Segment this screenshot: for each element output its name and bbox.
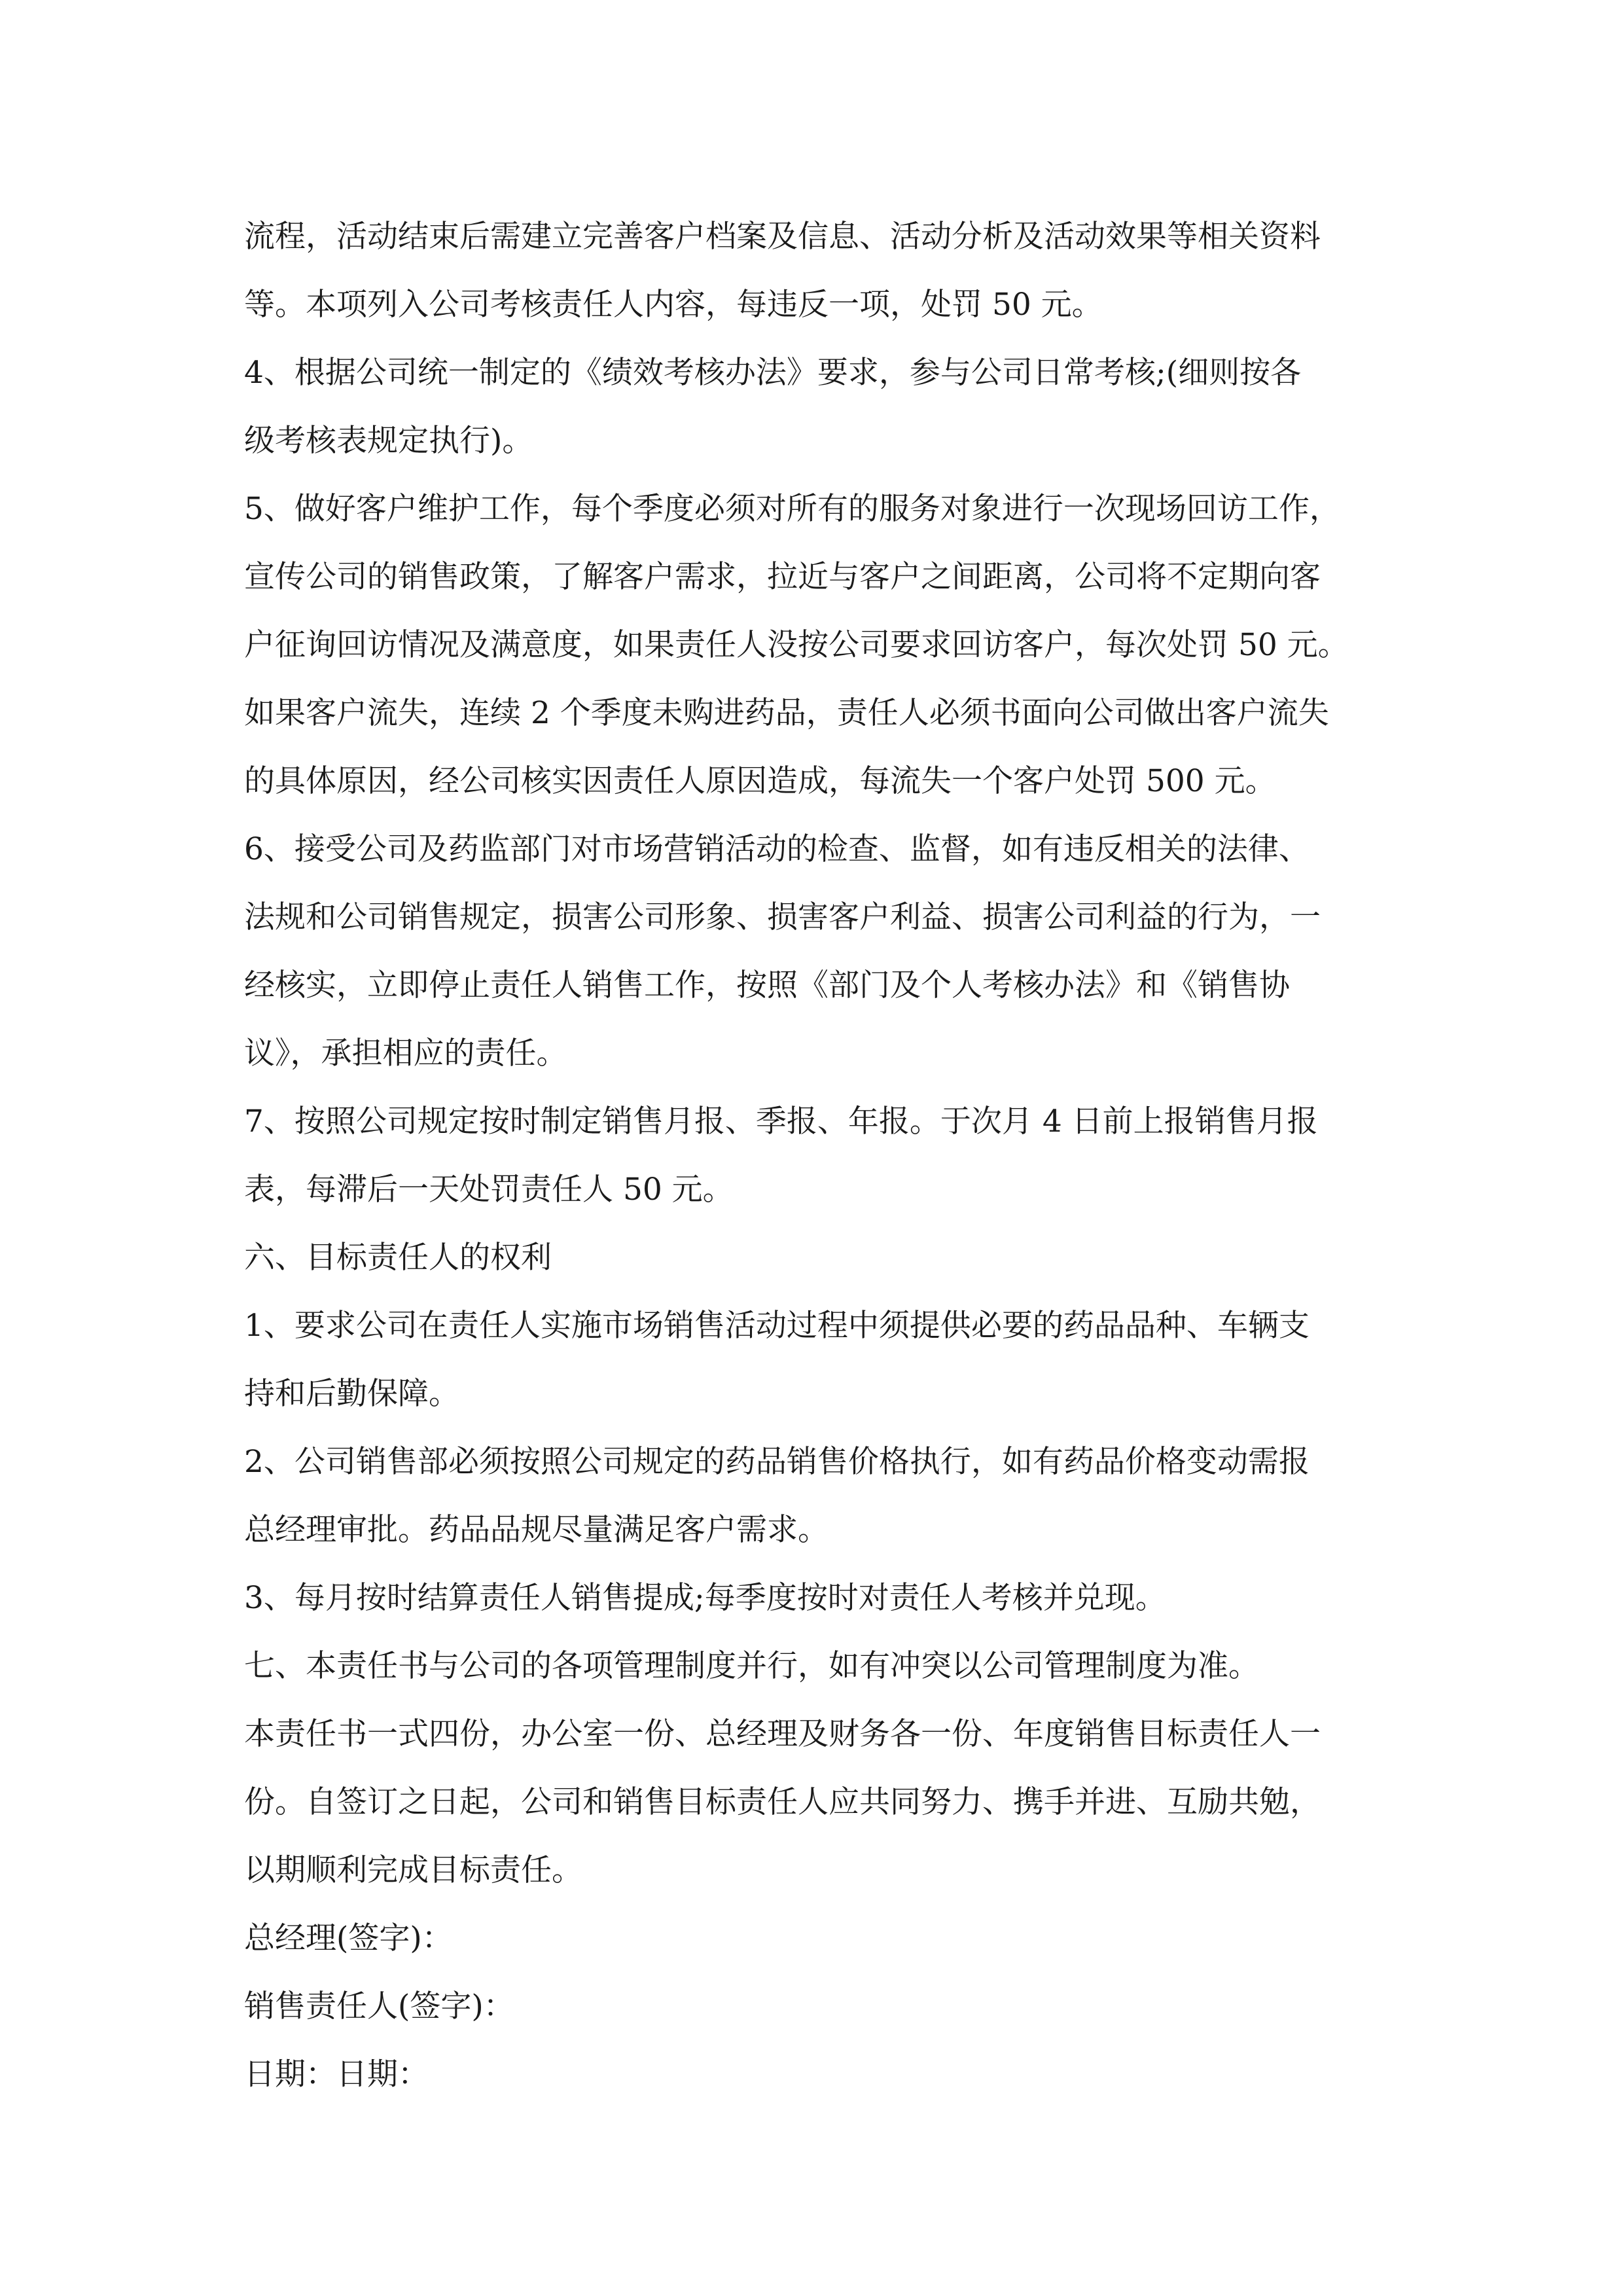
text-line: 法规和公司销售规定，损害公司形象、损害客户利益、损害公司利益的行为，一 xyxy=(244,899,1321,935)
rights-clause-2-line: 2、公司销售部必须按照公司规定的药品销售价格执行，如有药品价格变动需报 xyxy=(244,1444,1310,1480)
clause-6-line: 6、接受公司及药监部门对市场营销活动的检查、监督，如有违反相关的法律、 xyxy=(244,831,1310,867)
text-line: 以期顺利完成目标责任。 xyxy=(244,1852,582,1888)
date-label: 日期：日期： xyxy=(244,2056,429,2092)
rights-clause-3-line: 3、每月按时结算责任人销售提成;每季度按时对责任人考核并兑现。 xyxy=(244,1580,1166,1616)
text-line: 议》，承担相应的责任。 xyxy=(244,1035,567,1071)
clause-7-line: 7、按照公司规定按时制定销售月报、季报、年报。于次月 4 日前上报销售月报 xyxy=(244,1103,1318,1139)
text-line: 的具体原因，经公司核实因责任人原因造成，每流失一个客户处罚 500 元。 xyxy=(244,763,1276,799)
clause-4-line: 4、根据公司统一制定的《绩效考核办法》要求，参与公司日常考核;(细则按各 xyxy=(244,355,1302,391)
text-line: 户征询回访情况及满意度，如果责任人没按公司要求回访客户，每次处罚 50 元。 xyxy=(244,627,1349,663)
sales-person-signature-label: 销售责任人(签字)： xyxy=(244,1988,514,2024)
text-line: 宣传公司的销售政策，了解客户需求，拉近与客户之间距离，公司将不定期向客 xyxy=(244,559,1321,595)
clause-5-line: 5、做好客户维护工作，每个季度必须对所有的服务对象进行一次现场回访工作， xyxy=(244,491,1340,527)
closing-paragraph-line: 本责任书一式四份，办公室一份、总经理及财务各一份、年度销售目标责任人一 xyxy=(244,1716,1321,1752)
text-line: 如果客户流失，连续 2 个季度未购进药品，责任人必须书面向公司做出客户流失 xyxy=(244,695,1329,731)
section-heading-rights: 六、目标责任人的权利 xyxy=(244,1240,552,1276)
text-line: 表，每滞后一天处罚责任人 50 元。 xyxy=(244,1172,734,1208)
document-body xyxy=(244,203,1380,2109)
text-line: 经核实，立即停止责任人销售工作，按照《部门及个人考核办法》和《销售协 xyxy=(244,967,1290,1003)
section-heading-seven: 七、本责任书与公司的各项管理制度并行，如有冲突以公司管理制度为准。 xyxy=(244,1648,1259,1684)
text-line: 持和后勤保障。 xyxy=(244,1376,459,1412)
text-line: 级考核表规定执行)。 xyxy=(244,423,533,459)
text-line: 流程，活动结束后需建立完善客户档案及信息、活动分析及活动效果等相关资料 xyxy=(244,219,1321,255)
text-line: 等。本项列入公司考核责任人内容，每违反一项，处罚 50 元。 xyxy=(244,287,1103,323)
text-line: 总经理审批。药品品规尽量满足客户需求。 xyxy=(244,1512,829,1548)
text-line: 份。自签订之日起，公司和销售目标责任人应共同努力、携手并进、互励共勉， xyxy=(244,1784,1321,1820)
rights-clause-1-line: 1、要求公司在责任人实施市场销售活动过程中须提供必要的药品品种、车辆支 xyxy=(244,1308,1310,1344)
general-manager-signature-label: 总经理(签字)： xyxy=(244,1920,453,1956)
